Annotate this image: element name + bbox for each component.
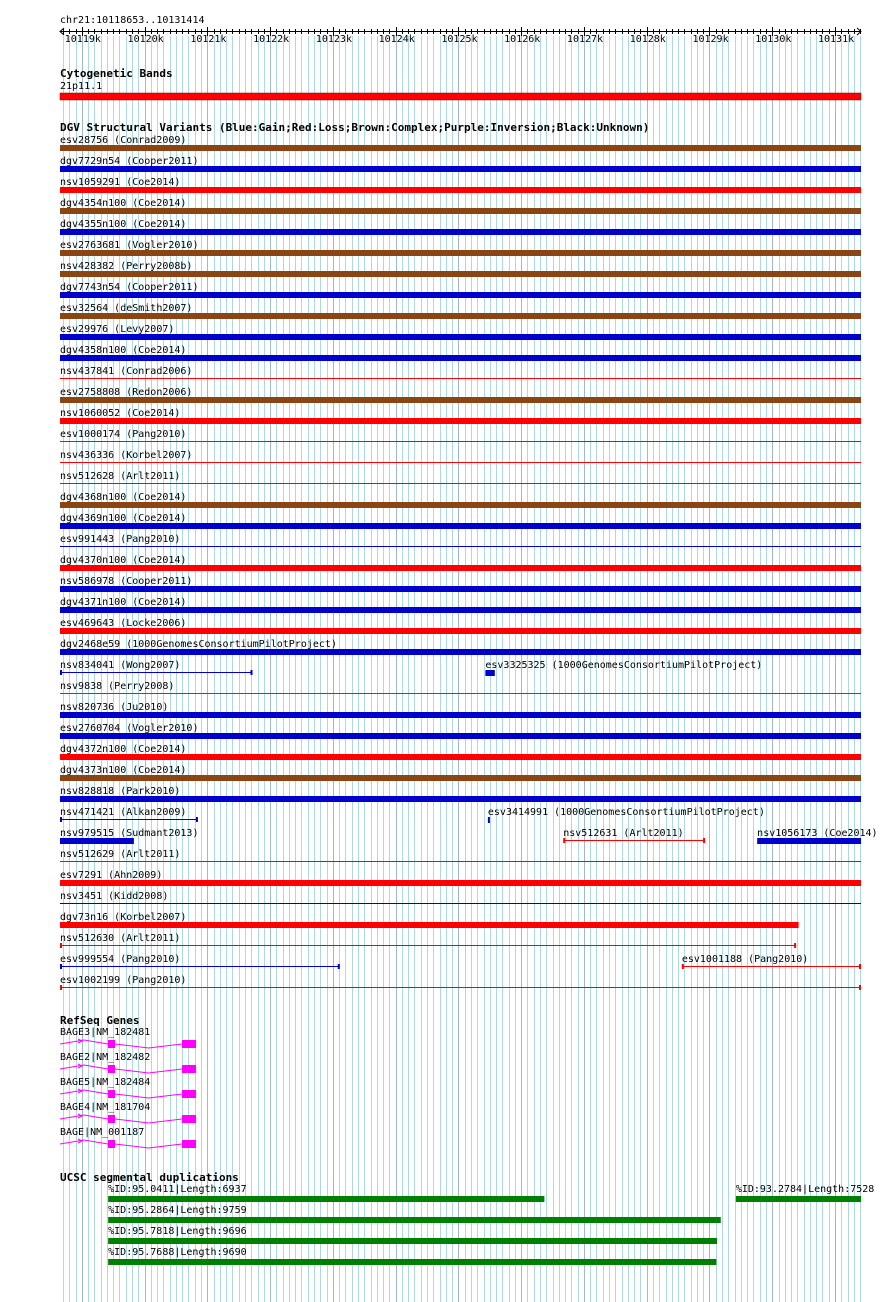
- gene-exon: [108, 1140, 115, 1148]
- segdup-label[interactable]: %ID:93.2784|Length:7528: [735, 1184, 875, 1195]
- dgv-feature-line: [60, 987, 861, 988]
- gene-intron: [115, 1144, 182, 1148]
- dgv-feature-line: [60, 819, 198, 820]
- ruler-tick-label: 10126k: [504, 34, 541, 45]
- dgv-track-title: DGV Structural Variants (Blue:Gain;Red:Loss;Brown:Complex;Purple:Inversion;Black:Unknown): [60, 121, 650, 134]
- gene-model: [60, 1089, 196, 1098]
- dgv-feature-label[interactable]: nsv828818 (Park2010): [60, 786, 181, 797]
- cytoband-bar: [60, 93, 861, 100]
- gene-intron: [60, 1090, 108, 1094]
- ruler-tick-label: 10123k: [315, 34, 352, 45]
- gene-intron: [60, 1140, 108, 1144]
- dgv-feature-cap: [859, 985, 861, 990]
- ruler-tick-label: 10127k: [566, 34, 604, 45]
- dgv-feature-label[interactable]: dgv4368n100 (Coe2014): [60, 492, 187, 503]
- ruler-tick-label: 10130k: [755, 34, 792, 45]
- dgv-feature-label[interactable]: nsv820736 (Ju2010): [60, 702, 169, 713]
- dgv-feature-label[interactable]: esv3325325 (1000GenomesConsortiumPilotProject): [485, 660, 763, 671]
- ruler-tick-label: 10121k: [190, 34, 227, 45]
- segdup-label[interactable]: %ID:95.7688|Length:9690: [108, 1247, 247, 1258]
- dgv-feature-label[interactable]: dgv2468e59 (1000GenomesConsortiumPilotProject): [60, 639, 337, 650]
- gene-intron: [60, 1115, 108, 1119]
- dgv-feature-cap: [703, 838, 705, 843]
- gene-label[interactable]: BAGE3|NM_182481: [60, 1027, 151, 1038]
- dgv-feature-label[interactable]: nsv979515 (Sudmant2013): [60, 828, 199, 839]
- cytoband-label[interactable]: 21p11.1: [60, 81, 103, 92]
- gene-exon: [182, 1140, 196, 1148]
- dgv-feature-label[interactable]: dgv4354n100 (Coe2014): [60, 198, 187, 209]
- dgv-feature-bar: [60, 880, 861, 886]
- dgv-feature-label[interactable]: esv1000174 (Pang2010): [60, 429, 187, 440]
- cytoband-track-title: Cytogenetic Bands: [60, 67, 173, 80]
- dgv-feature-label[interactable]: nsv1056173 (Coe2014): [757, 828, 878, 839]
- dgv-feature-label[interactable]: esv1001188 (Pang2010): [681, 954, 809, 965]
- gene-intron: [115, 1069, 182, 1073]
- dgv-feature-label[interactable]: nsv9838 (Perry2008): [60, 681, 175, 692]
- dgv-feature-label[interactable]: esv32564 (deSmith2007): [60, 303, 193, 314]
- dgv-feature-label[interactable]: nsv1059291 (Coe2014): [60, 177, 181, 188]
- dgv-feature-label[interactable]: esv991443 (Pang2010): [60, 534, 181, 545]
- gene-intron: [115, 1044, 182, 1048]
- dgv-feature-label[interactable]: nsv512629 (Arlt2011): [60, 849, 181, 860]
- dgv-feature-label[interactable]: dgv4371n100 (Coe2014): [60, 597, 187, 608]
- dgv-feature-cap: [196, 817, 198, 822]
- dgv-feature-line: [563, 840, 705, 841]
- gene-intron: [60, 1065, 108, 1069]
- ruler-location-label: chr21:10118653..10131414: [60, 15, 205, 26]
- dgv-feature-label[interactable]: esv2760704 (Vogler2010): [60, 723, 199, 734]
- dgv-feature-label[interactable]: esv29976 (Levy2007): [60, 324, 175, 335]
- dgv-feature-line: [60, 546, 861, 547]
- dgv-feature-label[interactable]: dgv4370n100 (Coe2014): [60, 555, 187, 566]
- dgv-feature-line: [60, 483, 861, 484]
- gene-label[interactable]: BAGE|NM_001187: [60, 1127, 145, 1138]
- dgv-feature-label[interactable]: dgv4358n100 (Coe2014): [60, 345, 187, 356]
- dgv-feature-line: [60, 378, 861, 379]
- dgv-feature-bar: [60, 334, 861, 340]
- dgv-feature-label[interactable]: dgv4369n100 (Coe2014): [60, 513, 187, 524]
- dgv-feature-label[interactable]: nsv3451 (Kidd2008): [60, 891, 169, 902]
- ruler-tick-label: 10125k: [441, 34, 478, 45]
- gene-model: [60, 1039, 196, 1048]
- dgv-feature-label[interactable]: nsv834041 (Wong2007): [60, 660, 181, 671]
- dgv-feature-label[interactable]: nsv471421 (Alkan2009): [60, 807, 187, 818]
- dgv-feature-label[interactable]: nsv436336 (Korbel2007): [60, 450, 193, 461]
- segdup-label[interactable]: %ID:95.0411|Length:6937: [108, 1184, 247, 1195]
- segdup-bar: [108, 1196, 544, 1202]
- ruler-tick-label: 10119k: [64, 34, 101, 45]
- dgv-feature-line: [60, 672, 253, 673]
- ruler-tick-label: 10129k: [692, 34, 729, 45]
- dgv-feature-label[interactable]: esv2763681 (Vogler2010): [60, 240, 199, 251]
- dgv-feature-label[interactable]: nsv1060052 (Coe2014): [60, 408, 181, 419]
- gene-label[interactable]: BAGE4|NM_181704: [60, 1102, 151, 1113]
- gene-label[interactable]: BAGE5|NM_182484: [60, 1077, 151, 1088]
- gene-exon: [108, 1090, 115, 1098]
- ruler-tick-label: 10120k: [127, 34, 164, 45]
- segdup-track-title: UCSC segmental duplications: [60, 1171, 239, 1184]
- dgv-feature-line: [60, 966, 340, 967]
- dgv-feature-label[interactable]: nsv512630 (Arlt2011): [60, 933, 181, 944]
- dgv-feature-cap: [251, 670, 253, 675]
- dgv-feature-label[interactable]: esv28756 (Conrad2009): [60, 135, 187, 146]
- gene-model: [60, 1139, 196, 1148]
- gene-exon: [182, 1040, 196, 1048]
- segdup-bar: [736, 1196, 861, 1202]
- dgv-feature-line: [60, 441, 861, 442]
- dgv-feature-label[interactable]: dgv4373n100 (Coe2014): [60, 765, 187, 776]
- segdup-bar: [108, 1238, 717, 1244]
- segdup-bar: [108, 1217, 721, 1223]
- gene-exon: [182, 1065, 196, 1073]
- dgv-feature-bar: [60, 712, 861, 718]
- ruler-tick-label: 10128k: [629, 34, 666, 45]
- dgv-feature-label[interactable]: nsv437841 (Conrad2006): [60, 366, 193, 377]
- refseq-track-title: RefSeq Genes: [60, 1014, 140, 1027]
- gene-intron: [115, 1119, 182, 1123]
- segdup-label[interactable]: %ID:95.2864|Length:9759: [108, 1205, 247, 1216]
- dgv-feature-label[interactable]: nsv428382 (Perry2008b): [60, 261, 193, 272]
- dgv-feature-label[interactable]: esv7291 (Ahn2009): [60, 870, 163, 881]
- gene-model: [60, 1114, 196, 1123]
- gene-exon: [108, 1115, 115, 1123]
- dgv-feature-line: [60, 462, 861, 463]
- dgv-feature-label[interactable]: dgv4372n100 (Coe2014): [60, 744, 187, 755]
- dgv-feature-line: [60, 903, 861, 904]
- segdup-label[interactable]: %ID:95.7818|Length:9696: [108, 1226, 247, 1237]
- gene-intron: [60, 1040, 108, 1044]
- segdup-bar: [108, 1259, 716, 1265]
- dgv-feature-cap: [794, 943, 796, 948]
- gene-exon: [108, 1040, 115, 1048]
- gene-exon: [108, 1065, 115, 1073]
- dgv-feature-line: [682, 966, 861, 967]
- dgv-feature-label[interactable]: dgv73n16 (Korbel2007): [60, 912, 187, 923]
- dgv-feature-label[interactable]: esv1002199 (Pang2010): [60, 975, 187, 986]
- dgv-feature-label[interactable]: esv999554 (Pang2010): [60, 954, 181, 965]
- dgv-feature-label[interactable]: esv469643 (Locke2006): [60, 618, 187, 629]
- ruler-tick-label: 10124k: [378, 34, 415, 45]
- ruler-tick-label: 10122k: [253, 34, 290, 45]
- dgv-feature-line: [60, 861, 861, 862]
- dgv-feature-label[interactable]: dgv7743n54 (Cooper2011): [60, 282, 199, 293]
- gene-exon: [182, 1115, 196, 1123]
- gene-model: [60, 1064, 196, 1073]
- dgv-feature-label[interactable]: nsv586978 (Cooper2011): [60, 576, 193, 587]
- ruler-tick-label: 10131k: [818, 34, 855, 45]
- gene-exon: [182, 1090, 196, 1098]
- gene-label[interactable]: BAGE2|NM_182482: [60, 1052, 151, 1063]
- dgv-feature-label[interactable]: dgv4355n100 (Coe2014): [60, 219, 187, 230]
- gene-intron: [115, 1094, 182, 1098]
- dgv-feature-label[interactable]: esv2758808 (Redon2006): [60, 387, 193, 398]
- dgv-feature-label[interactable]: nsv512628 (Arlt2011): [60, 471, 181, 482]
- dgv-feature-label[interactable]: esv3414991 (1000GenomesConsortiumPilotProject): [487, 807, 765, 818]
- dgv-feature-line: [60, 693, 861, 694]
- dgv-feature-label[interactable]: nsv512631 (Arlt2011): [563, 828, 684, 839]
- dgv-feature-line: [60, 945, 796, 946]
- dgv-feature-cap: [338, 964, 340, 969]
- dgv-feature-label[interactable]: dgv7729n54 (Cooper2011): [60, 156, 199, 167]
- dgv-feature-cap: [859, 964, 861, 969]
